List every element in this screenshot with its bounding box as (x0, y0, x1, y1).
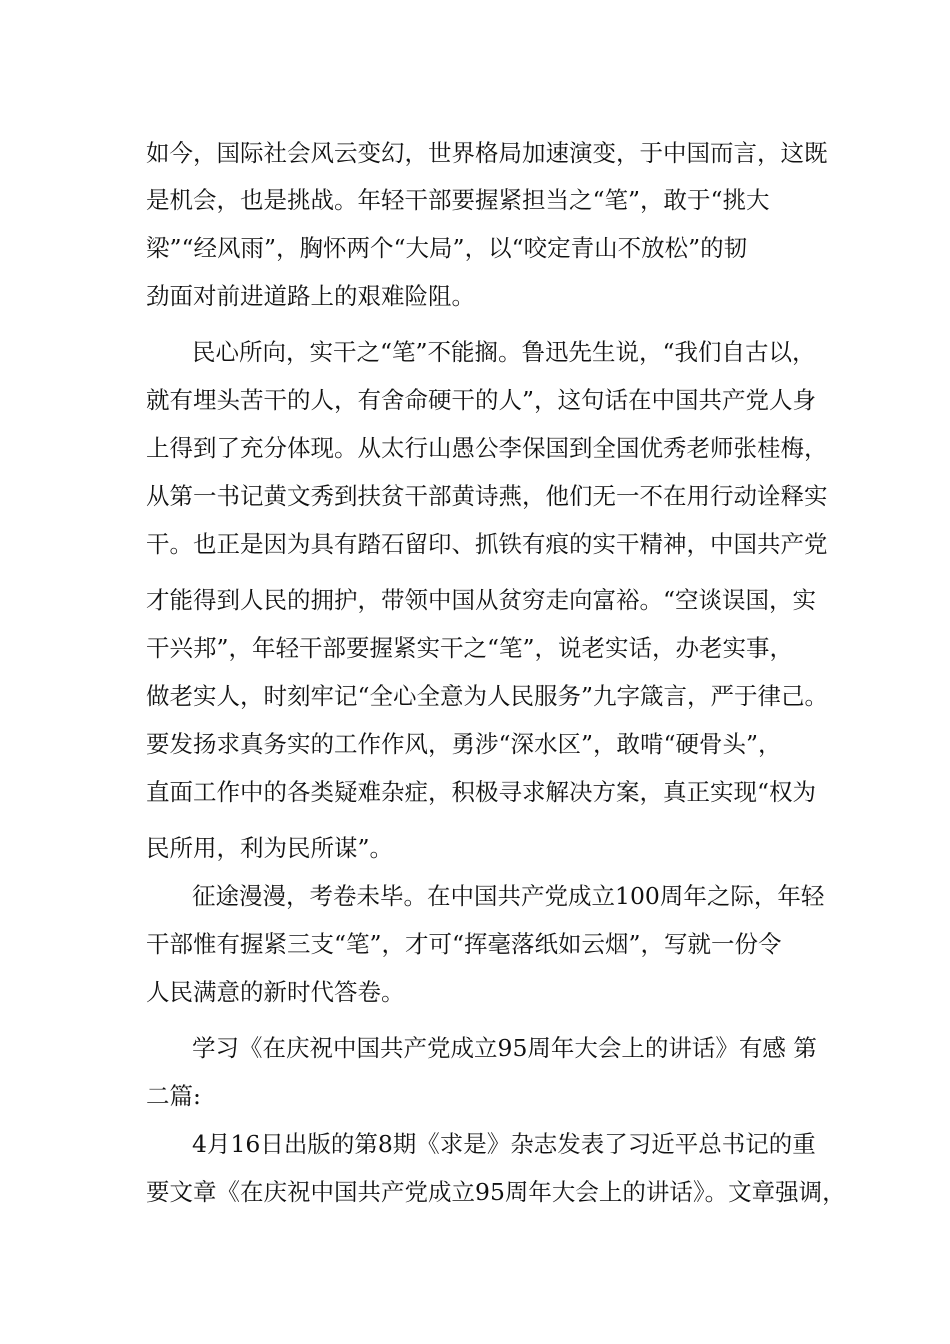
text-line: 人民满意的新时代答卷。 (146, 978, 405, 1006)
text-line: 干部惟有握紧三支“笔”，才可“挥毫落纸如云烟”，写就一份令 (146, 930, 782, 958)
text-line: 要文章《在庆祝中国共产党成立95周年大会上的讲话》。文章强调， (146, 1178, 846, 1206)
text-line: 才能得到人民的拥护，带领中国从贫穷走向富裕。“空谈误国，实 (146, 586, 817, 614)
text-line: 就有埋头苦干的人，有舍命硬干的人”，这句话在中国共产党人身 (146, 386, 817, 414)
paragraph-first-line: 4月16日出版的第8期《求是》杂志发表了习近平总书记的重 (192, 1130, 816, 1158)
section-heading-continued: 二篇: (146, 1082, 201, 1110)
text-line: 直面工作中的各类疑难杂症，积极寻求解决方案，真正实现“权为 (146, 778, 817, 806)
text-line: 要发扬求真务实的工作作风，勇涉“深水区”，敢啃“硬骨头”， (146, 730, 782, 758)
text-line: 上得到了充分体现。从太行山愚公李保国到全国优秀老师张桂梅， (146, 434, 828, 462)
text-line: 如今，国际社会风云变幻，世界格局加速演变，于中国而言，这既 (146, 139, 828, 167)
paragraph-first-line: 民心所向，实干之“笔”不能搁。鲁迅先生说，“我们自古以， (192, 338, 816, 366)
text-line: 做老实人，时刻牢记“全心全意为人民服务”九字箴言，严于律己。 (146, 682, 829, 710)
text-line: 梁”“经风雨”，胸怀两个“大局”，以“咬定青山不放松”的韧 (146, 234, 748, 262)
text-line: 从第一书记黄文秀到扶贫干部黄诗燕，他们无一不在用行动诠释实 (146, 482, 828, 510)
text-line: 是机会，也是挑战。年轻干部要握紧担当之“笔”，敢于“挑大 (146, 186, 770, 214)
paragraph-first-line: 征途漫漫，考卷未毕。在中国共产党成立100周年之际，年轻 (192, 882, 825, 910)
section-heading: 学习《在庆祝中国共产党成立95周年大会上的讲话》有感 第 (192, 1034, 817, 1062)
text-line: 民所用，利为民所谋”。 (146, 834, 394, 862)
text-line: 干。也正是因为具有踏石留印、抓铁有痕的实干精神，中国共产党 (146, 530, 828, 558)
text-line: 劲面对前进道路上的艰难险阻。 (146, 282, 475, 310)
text-line: 干兴邦”，年轻干部要握紧实干之“笔”，说老实话，办老实事， (146, 634, 794, 662)
